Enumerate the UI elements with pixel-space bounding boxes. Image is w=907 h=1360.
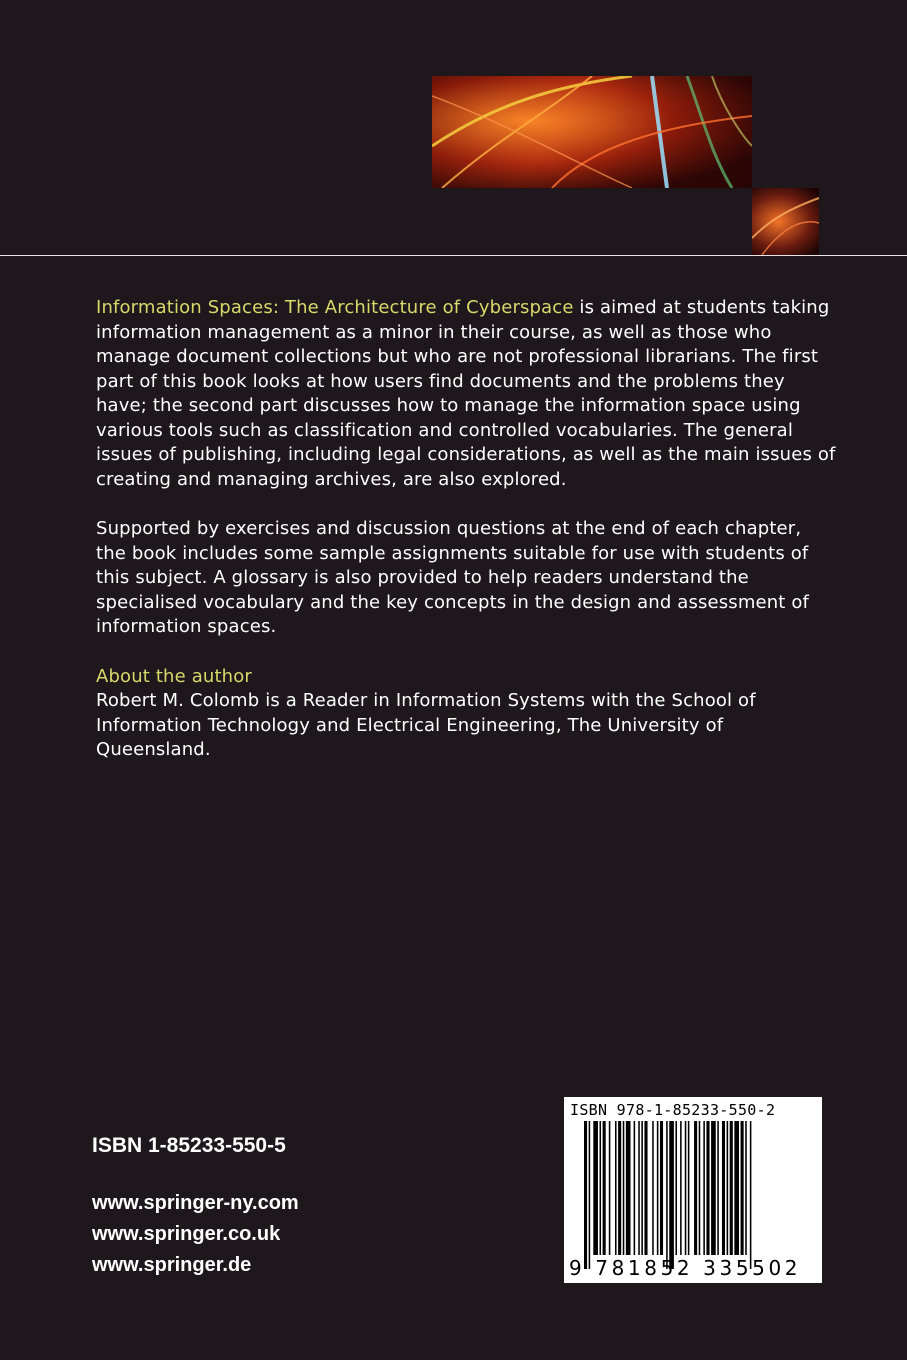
barcode-bar [699, 1121, 701, 1255]
barcode-bar [634, 1121, 636, 1255]
book-description [96, 296, 836, 763]
isbn-number: ISBN 1-85233-550-5 [92, 1134, 286, 1157]
book-title: Information Spaces: The Architecture of Cyberspace [96, 297, 574, 318]
barcode-digits: 9 781852 335502 [569, 1256, 802, 1280]
barcode-bars [584, 1121, 804, 1269]
barcode-bar [626, 1121, 631, 1255]
barcode-bar [589, 1121, 591, 1269]
barcode-bar [706, 1121, 709, 1255]
publisher-websites [92, 1188, 299, 1281]
description-paragraph-2: Supported by exercises and discussion questions at the end of each chapter, the book includes some sample assignments suitable for use with students of this subject. A glossary is also provided to help readers understand the specialised vocabulary and the key concepts in the design and assessment of information spaces. [96, 518, 810, 637]
barcode-bar [703, 1121, 705, 1255]
barcode-bar [750, 1121, 752, 1269]
barcode-bar [734, 1121, 739, 1255]
barcode-bar [657, 1121, 659, 1255]
barcode-bar [745, 1121, 747, 1255]
barcode-bar [694, 1121, 697, 1255]
barcode-bar [688, 1121, 690, 1255]
about-author-text: Robert M. Colomb is a Reader in Information Systems with the School of Information Technology and Electrical Engineering, The University of Queensland. [96, 690, 756, 760]
about-author-heading: About the author [96, 665, 252, 687]
barcode-bar [660, 1121, 663, 1255]
website-url: www.springer.co.uk [92, 1223, 281, 1245]
barcode-bar [603, 1121, 606, 1255]
barcode-bar [644, 1121, 647, 1255]
barcode-bar [711, 1121, 716, 1255]
barcode-bar [669, 1121, 674, 1269]
divider-line [0, 255, 907, 256]
barcode [564, 1097, 822, 1283]
cover-artwork-detail [752, 188, 819, 255]
barcode-bar [675, 1121, 677, 1255]
barcode-bar [638, 1121, 640, 1255]
barcode-bar [593, 1121, 598, 1255]
barcode-bar [641, 1121, 643, 1255]
barcode-bar [717, 1121, 719, 1255]
barcode-bar [600, 1121, 602, 1255]
cover-artwork [432, 76, 752, 188]
website-url: www.springer-ny.com [92, 1192, 299, 1214]
barcode-bar [730, 1121, 733, 1255]
description-paragraph-1-text: is aimed at students taking information management as a minor in their course, as well as those who manage document collections but who are not professional librarians. The first part of this book looks at how users find documents and the problems they have; the second part discusses how to manage the information space using various tools such as classification and controlled vocabularies. The general issues of publishing, including legal considerations, as well as the main issues of creating and managing archives, are also explored. [96, 297, 836, 490]
barcode-bar [615, 1121, 617, 1255]
barcode-bar [623, 1121, 625, 1255]
website-url: www.springer.de [92, 1254, 252, 1276]
barcode-isbn-label: ISBN 978-1-85233-550-2 [570, 1101, 776, 1119]
barcode-bar [584, 1121, 587, 1269]
barcode-bar [727, 1121, 729, 1255]
barcode-bar [618, 1121, 621, 1255]
barcode-bar [685, 1121, 687, 1255]
barcode-bar [722, 1121, 725, 1255]
description-paragraph-1 [96, 296, 836, 492]
barcode-bar [666, 1121, 668, 1269]
barcode-bar [741, 1121, 744, 1255]
barcode-bar [680, 1121, 682, 1255]
barcode-bar [652, 1121, 654, 1255]
barcode-bar [609, 1121, 611, 1255]
